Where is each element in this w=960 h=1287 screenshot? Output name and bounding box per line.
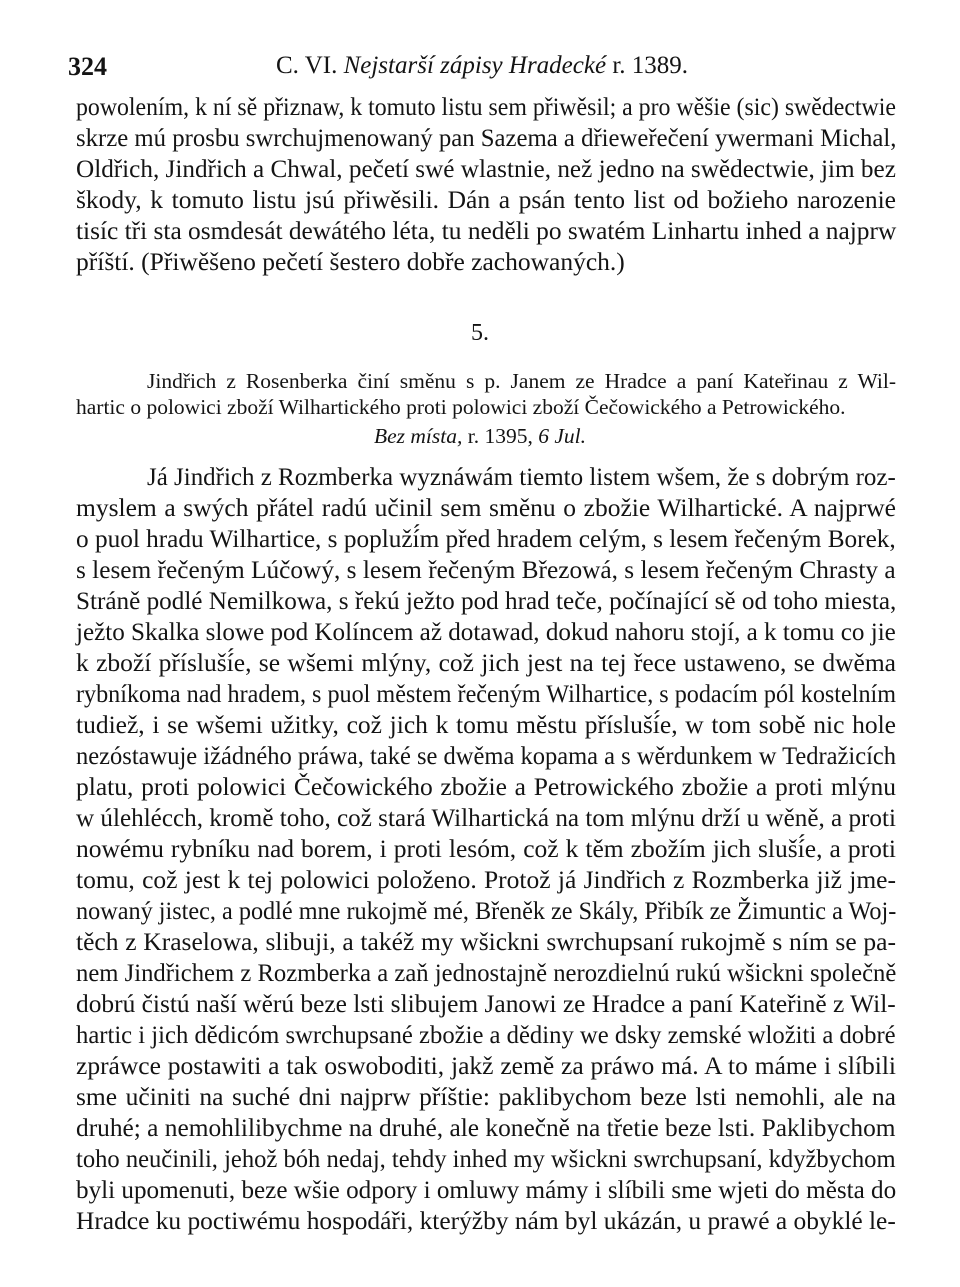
running-head — [68, 52, 896, 80]
text-line: nezóstawuje ižádného práwa, také se dwěma kopama a s wěrdunkem w Tedražicích — [76, 741, 897, 770]
dating-place: Bez místa, — [373, 424, 463, 448]
regest-line: Jindřich z Rosenberka činí směnu s p. Janem ze Hradce a paní Kateřinau z Wil- — [147, 369, 896, 393]
text-line: platu, proti polowici Čečowického zbožie a Petrowického zbožie a proti mlýnu — [76, 772, 896, 801]
dating-day: 6 Jul. — [538, 424, 587, 448]
document-number: 5. — [471, 320, 489, 346]
text-line: nem Jindřichem z Rozmberka a zaň jednostajně nerozdielnú rukú wšickni společně — [76, 958, 897, 987]
text-line: tisíc tři sta osmdesát dewátého léta, tu neděli po swatém Linhartu inhed a najprw — [76, 216, 897, 245]
section-label: C. VI. — [275, 52, 338, 79]
page-number: 324 — [68, 52, 107, 81]
text-line: rybníkoma nad hradem, s puol městem řečeným Wilhartice, s podacím pól kostelním — [76, 679, 897, 708]
text-line: hartic i jich dědicóm swrchupsané zbožie a dědiny we dsky zemské wložiti a dobré — [76, 1020, 896, 1049]
text-line: skrze mú prosbu swrchujmenowaný pan Sazema a dřieweřečení ywermani Michal, — [76, 123, 897, 152]
text-line: s lesem řečeným Lúčowý, s lesem řečeným Březowá, s lesem řečeným Chrasty a — [76, 555, 896, 584]
text-line: příští. (Přiwěšeno pečetí šestero dobře zachowaných.) — [76, 247, 625, 276]
text-line: toho neučinili, jehož bóh nedaj, tehdy inhed my wšickni swrchupsaní, kdyžbychom — [76, 1144, 896, 1173]
text-line: Oldřich, Jindřich a Chwal, pečetí swé wlastnie, než jedno na swědectwie, jim bez — [76, 154, 896, 183]
dating-year: r. 1395, — [467, 424, 533, 448]
page-header — [68, 52, 896, 86]
text-line: sme učiniti na suché dni najprw příštie: paklibychom beze lsti nemohli, ale na — [76, 1082, 896, 1111]
text-line: těch z Kraselowa, slibuji, a takéž my wšickni swrchupsaní rukojmě s ním se pa- — [76, 927, 896, 956]
text-line: tudiež, i se wšemi užitky, což jich k tomu městu přísluší́e, w tom sobě nic hole — [76, 710, 896, 739]
text-line: tomu, což jest k tej polowici položeno. Protož já Jindřich z Rozmberka již jme- — [76, 865, 896, 894]
text-line: w úlehlécch, kromě toho, což stará Wilhartická na tom mlýnu drží u wěně, a proti — [76, 803, 896, 832]
text-line: dobrú čistú naší wěrú beze lsti slibujem Janowi ze Hradce a paní Kateřině z Wil- — [76, 989, 896, 1018]
text-line: Hradce ku poctiwému hospodáři, kterýžby nám byl ukázán, u prawé a obyklé le- — [76, 1206, 896, 1235]
dating-line — [0, 424, 960, 449]
regest-line: hartic o polowici zboží Wilhartického proti polowici zboží Čečowického a Petrowického. — [76, 395, 846, 419]
running-title: Nejstarší zápisy Hradecké — [343, 52, 607, 79]
text-line: o puol hradu Wilhartice, s popluží́m před hradem celým, s lesem řečeným Borek, — [76, 524, 896, 553]
running-year: r. 1389. — [612, 52, 689, 79]
text-line: Stráně podlé Nemilkowa, s řekú ježto pod hrad teče, počínající sě od toho miesta, — [76, 586, 897, 615]
text-line: ježto Skalka slowe pod Kolíncem až dotawad, dokud nahoru stojí, a k tomu co jie — [76, 617, 896, 646]
text-line: Já Jindřich z Rozmberka wyznáwám tiemto listem wšem, že s dobrým roz- — [147, 462, 896, 491]
text-line: myslem a swých přátel radú učinil sem směnu o zbožie Wilhartické. A najprwé — [76, 493, 896, 522]
text-line: zpráwce postawiti a tak oswoboditi, jakž země za práwo má. A to máme i slíbili — [76, 1051, 896, 1080]
text-line: byli upomenuti, beze wšie odpory i omluwy mámy i slíbili sme wjeti do města do — [76, 1175, 897, 1204]
text-line: nowému rybníku nad borem, i proti lesóm, což k těm zbožím jich sluší́e, a proti — [76, 834, 896, 863]
text-line: powolením, k ní sě přiznaw, k tomuto listu sem přiwěsil; a pro wěšie (sic) swědectwie — [76, 92, 896, 121]
text-line: škody, k tomuto listu jsú přiwěsili. Dán a psán tento list od božieho narozenie — [76, 185, 896, 214]
text-line: k zboží přísluší́e, se wšemi mlýny, což jich jest na tej řece ustaweno, se dwěma — [76, 648, 896, 677]
text-line: nowaný jistec, a podlé mne rukojmě mé, Břeněk ze Skály, Přibík ze Žimuntic a Woj- — [76, 896, 897, 925]
text-line: druhé; a nemohlilibychme na druhé, ale konečně na třetie beze lsti. Paklibychom — [76, 1113, 896, 1142]
